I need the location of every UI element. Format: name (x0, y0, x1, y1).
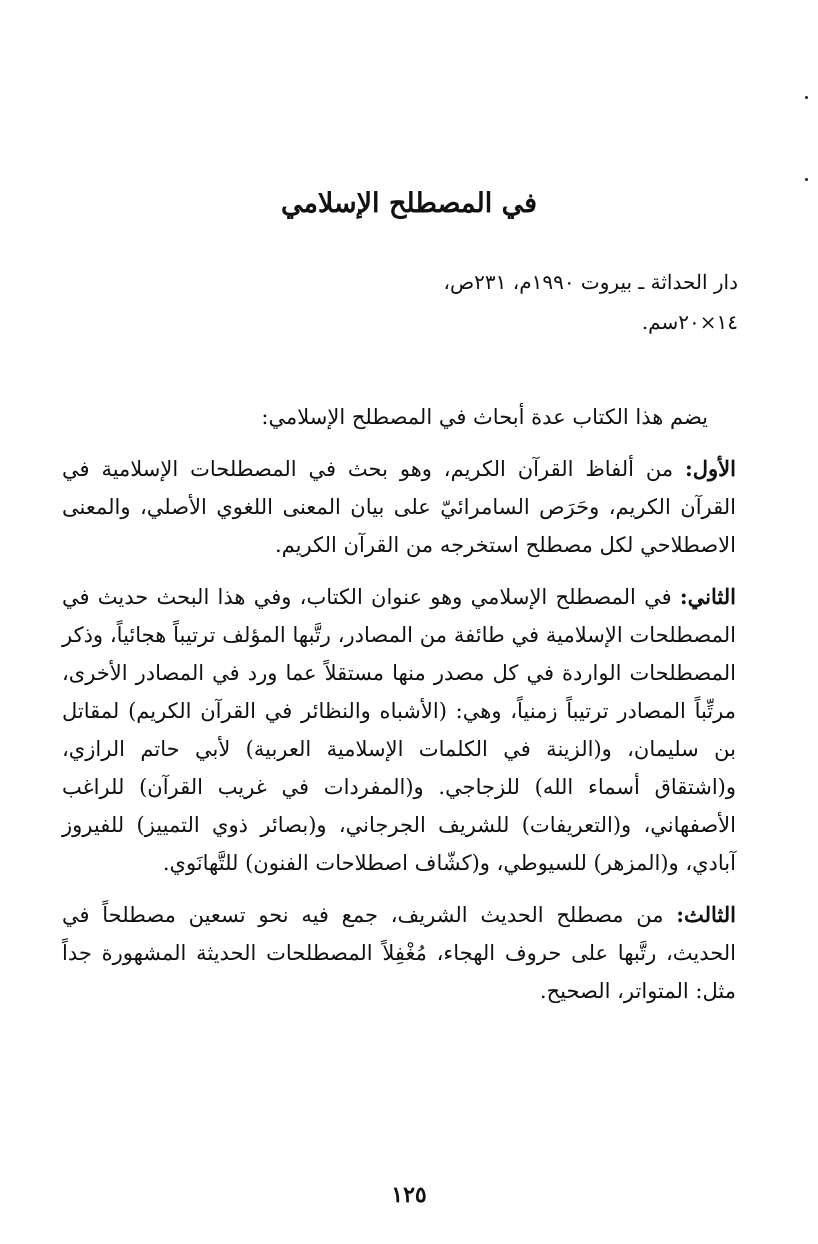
bibliography-publisher-line: دار الحداثة ـ بيروت ١٩٩٠م، ٢٣١ص، (443, 270, 738, 294)
bibliography-size-line: ١٤×٢٠سم. (641, 310, 738, 334)
section-title: في المصطلح الإسلامي (280, 188, 538, 219)
paragraph-label: الثاني: (679, 584, 736, 609)
page-number: ١٢٥ (391, 1182, 427, 1208)
paragraph-second (62, 578, 736, 882)
paragraph-text: من ألفاظ القرآن الكريم، وهو بحث في المصطلحات الإسلامية في القرآن الكريم، وحَرَص السامرائيّ على بيان المعنى اللغوي الأصلي، والمعنى الاصطلاحي لكل مصطلح استخرجه من القرآن الكريم. (62, 457, 736, 557)
paragraph-text: من مصطلح الحديث الشريف، جمع فيه نحو تسعين مصطلحاً في الحديث، رتَّبها على حروف الهجاء، مُغْفِلاً المصطلحات الحديثة المشهورة جداً مثل: المتواتر، الصحيح. (62, 903, 737, 1003)
paragraph-third (62, 896, 736, 1010)
paragraph-first (62, 450, 736, 564)
body-text (62, 398, 736, 1024)
margin-dot (805, 96, 808, 99)
bibliography-entry (60, 262, 738, 342)
paragraph-text: في المصطلح الإسلامي وهو عنوان الكتاب، وفي هذا البحث حديث في المصطلحات الإسلامية في طائفة من المصادر، رتَّبها المؤلف ترتيباً هجائياً، وذكر المصطلحات الواردة في كل مصدر منها مستقلاً عما ورد في المصادر الأخرى، مرتِّباً المصادر ترتيباً زمنياً، وهي: (الأشباه والنظائر في القرآن الكريم) لمقاتل بن سليمان، و(الزينة في الكلمات الإسلامية العربية) لأبي حاتم الرازي، و(اشتقاق أسماء الله) للزجاجي. و(المفردات في غريب القرآن) للراغب الأصفهاني، و(التعريفات) للشريف الجرجاني، و(بصائر ذوي التمييز) للفيروز آبادي، و(المزهر) للسيوطي، و(كشّاف اصطلاحات الفنون) للتَّهانَوي. (62, 585, 736, 875)
paragraph-label: الأول: (685, 456, 736, 481)
intro-paragraph: يضم هذا الكتاب عدة أبحاث في المصطلح الإسلامي: (261, 405, 708, 429)
margin-dot (805, 178, 808, 181)
paragraph-label: الثالث: (676, 902, 736, 927)
